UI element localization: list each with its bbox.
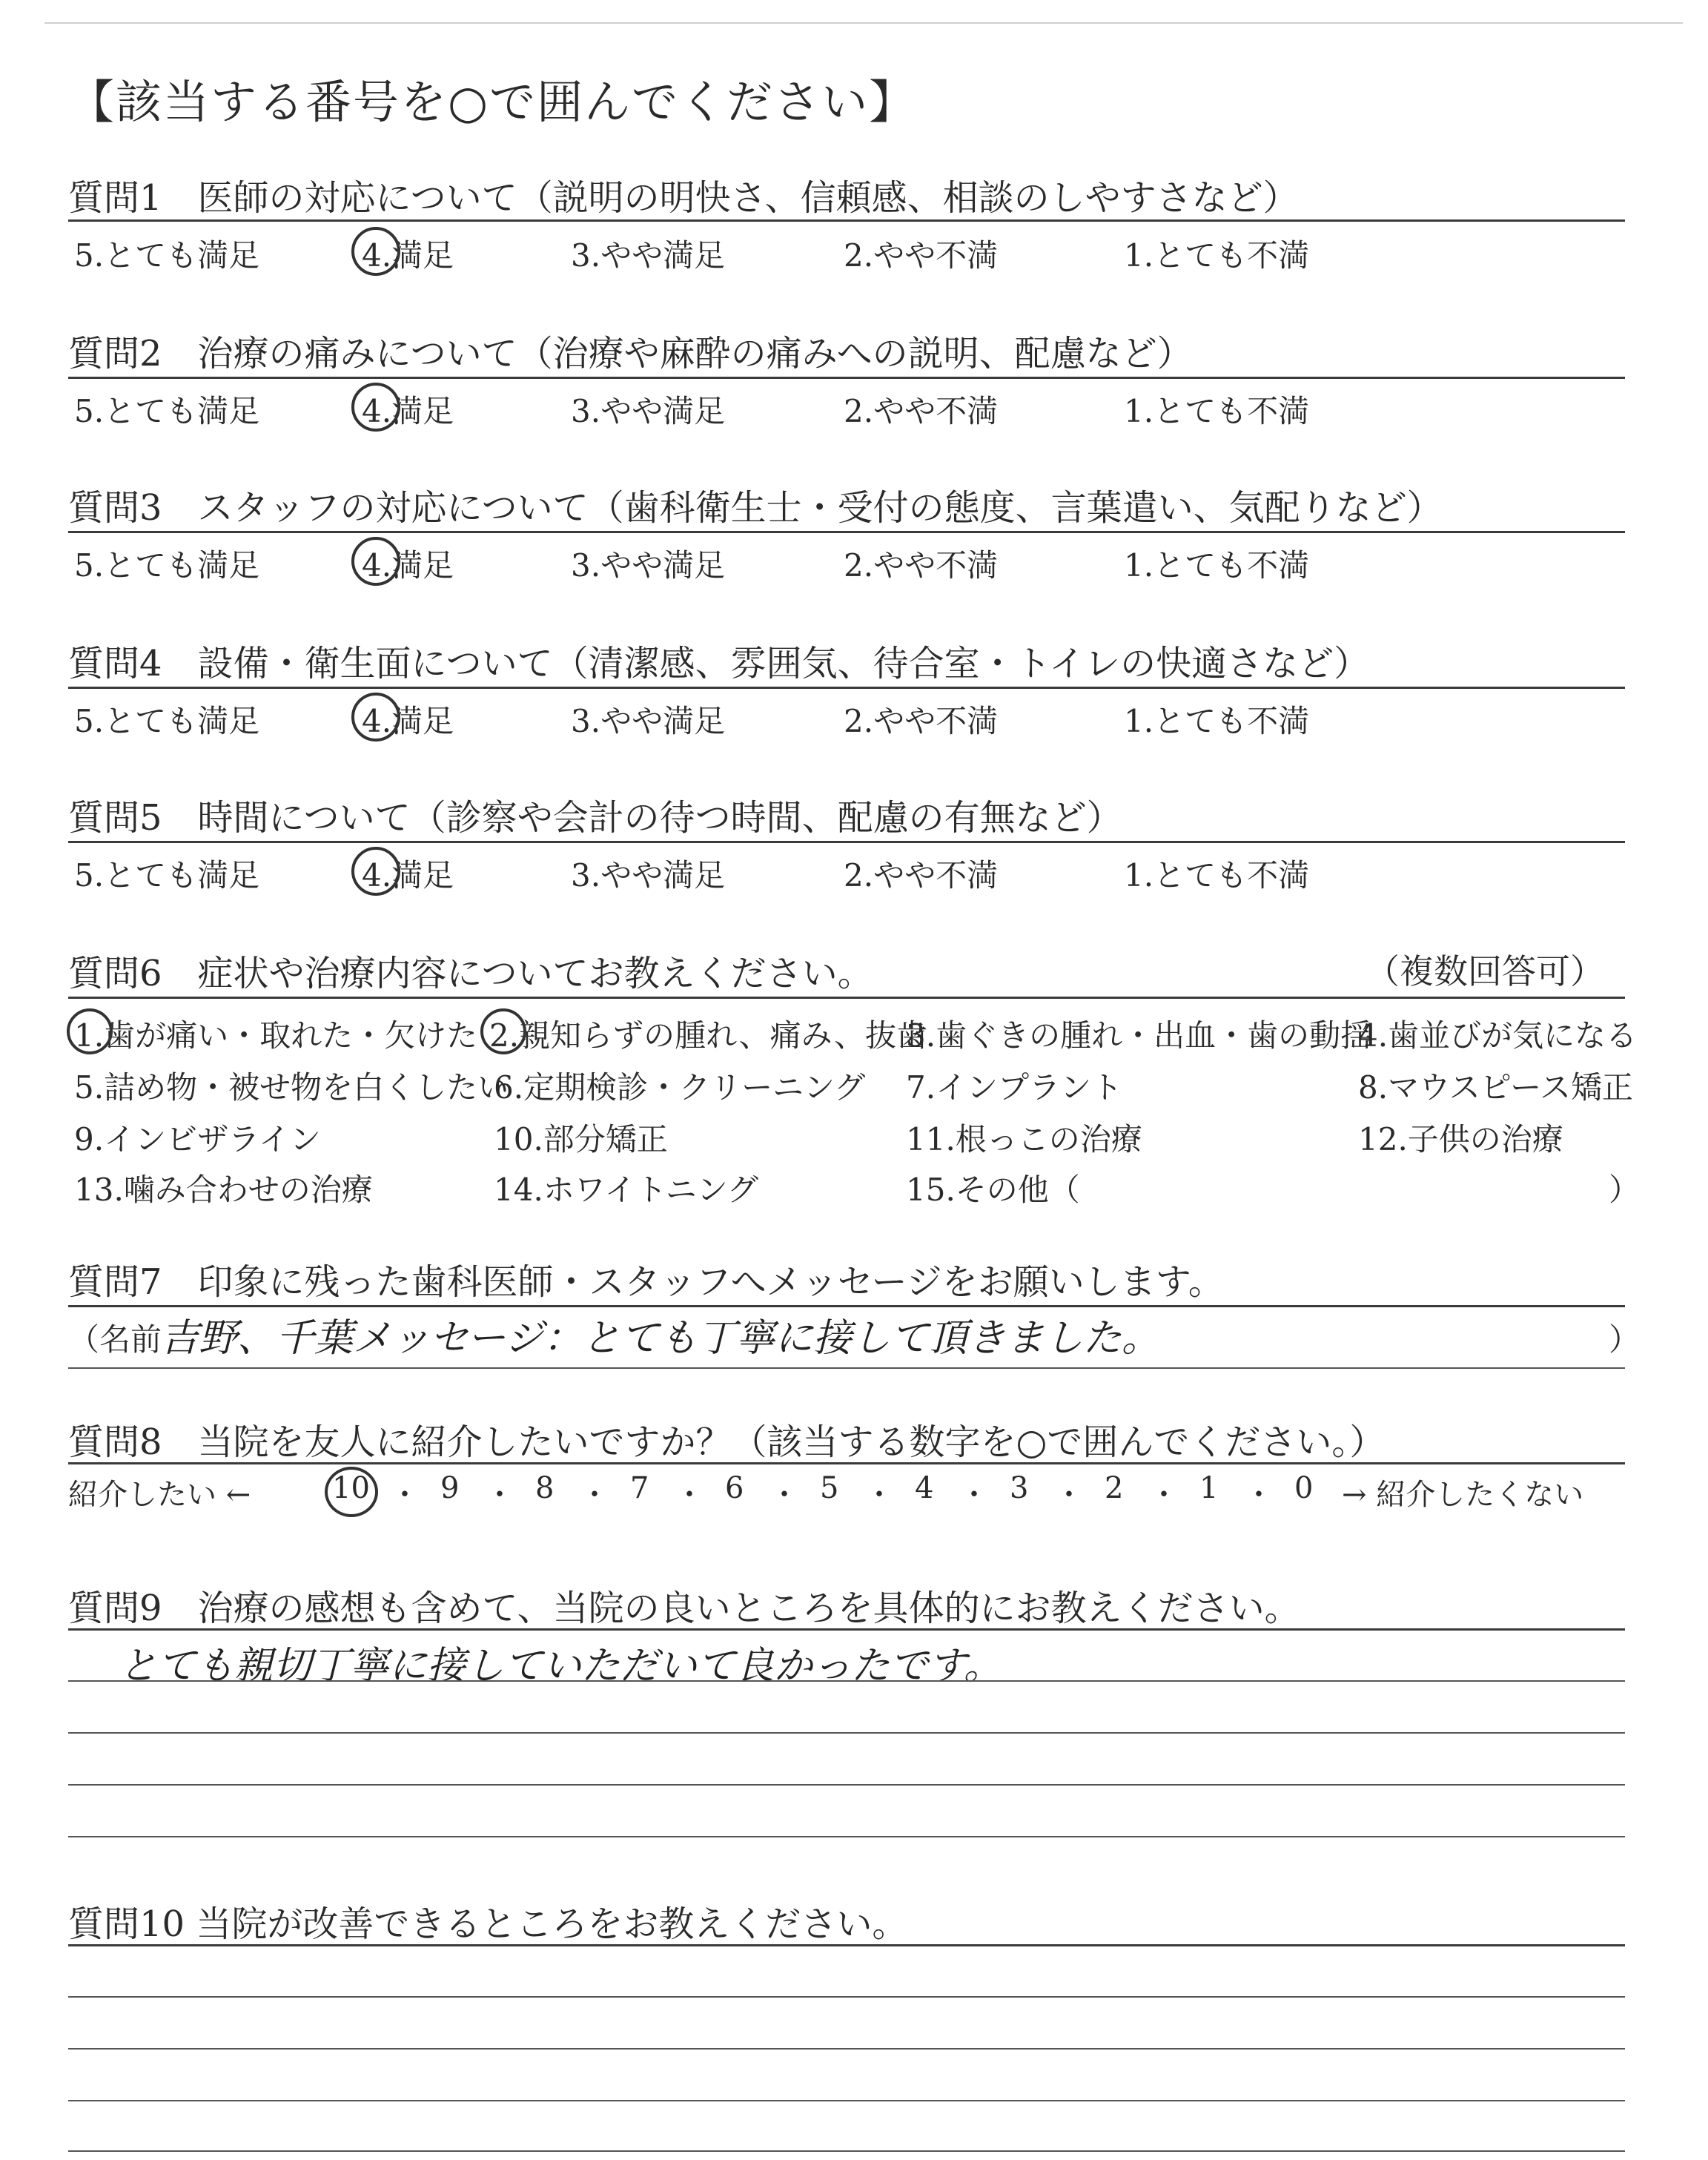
q6-opt-15[interactable]: 15.その他（ [906,1172,1080,1208]
q5-opt-3[interactable]: 3.やや満足 [571,857,726,894]
q4-opt-1[interactable]: 1.とても不満 [1124,703,1310,739]
q1-opt-2[interactable]: 2.やや不満 [844,237,999,274]
q8-dot: ・ [390,1478,420,1512]
q6-opt-2[interactable]: 2.親知らずの腫れ、痛み、抜歯 [489,1017,928,1054]
q2-selection-circle [351,383,400,432]
q3-opt-4[interactable]: 4.満足 [362,547,454,584]
q3-opt-1[interactable]: 1.とても不満 [1124,547,1310,584]
q8-dot: ・ [1054,1478,1084,1512]
q7-title: 質問7 印象に残った歯科医師・スタッフへメッセージをお願いします。 [68,1261,1224,1303]
q8-scale-6[interactable]: 6 [725,1471,744,1505]
q6-opt-14[interactable]: 14.ホワイトニング [494,1172,759,1208]
top-border [44,22,1683,24]
q9-title: 質問9 治療の感想も含めて、当院の良いところを具体的にお教えください。 [68,1588,1300,1629]
q3-rule [68,531,1625,533]
q5-rule [68,841,1625,843]
page-heading: 【該当する番号を○で囲んでください】 [68,75,917,129]
q3-opt-2[interactable]: 2.やや不満 [844,547,999,584]
q8-dot: ・ [959,1478,989,1512]
q4-opt-2[interactable]: 2.やや不満 [844,703,999,739]
q8-scale-4[interactable]: 4 [915,1471,934,1505]
q7-close-paren: ） [1609,1321,1641,1358]
q1-rule [68,219,1625,222]
q7-handwritten-message[interactable]: 吉野、千葉メッセージ：とても丁寧に接して頂きました。 [160,1316,1160,1361]
q4-opt-5[interactable]: 5.とても満足 [74,703,260,739]
q3-opt-5[interactable]: 5.とても満足 [74,547,260,584]
q8-scale-0[interactable]: 0 [1294,1471,1314,1505]
q6-opt-11[interactable]: 11.根っこの治療 [906,1121,1142,1157]
q5-opt-1[interactable]: 1.とても不満 [1124,857,1310,894]
q2-opt-4[interactable]: 4.満足 [362,393,454,429]
q6-opt-9[interactable]: 9.インビザライン [74,1121,321,1157]
q9-handwritten-answer[interactable]: とても親切丁寧に接していただいて良かったです。 [119,1644,1002,1688]
q4-opt-4[interactable]: 4.満足 [362,703,454,739]
q10-line [68,2100,1625,2101]
q8-scale-3[interactable]: 3 [1010,1471,1029,1505]
q6-selection-circle-1 [67,1008,113,1054]
q5-opt-2[interactable]: 2.やや不満 [844,857,999,894]
q6-opt-4[interactable]: 4.歯並びが気になる [1358,1017,1638,1054]
q4-rule [68,687,1625,689]
q6-opt-3[interactable]: 3.歯ぐきの腫れ・出血・歯の動揺 [906,1017,1372,1054]
q8-scale-1[interactable]: 1 [1199,1471,1219,1505]
q5-opt-4[interactable]: 4.満足 [362,857,454,894]
q8-scale-7[interactable]: 7 [630,1471,649,1505]
q1-selection-circle [351,227,400,276]
q9-rule [68,1628,1625,1631]
q6-opt-10[interactable]: 10.部分矯正 [494,1121,668,1157]
q6-title: 質問6 症状や治療内容についてお教えください。 [68,953,873,994]
q2-opt-2[interactable]: 2.やや不満 [844,393,999,429]
q4-selection-circle [351,693,400,742]
q2-rule [68,377,1625,379]
q5-title: 質問5 時間について（診察や会計の待つ時間、配慮の有無など） [68,797,1122,839]
q6-opt-5[interactable]: 5.詰め物・被せ物を白くしたい [74,1069,509,1106]
q1-title: 質問1 医師の対応について（説明の明快さ、信頼感、相談のしやすさなど） [68,177,1299,219]
q4-title: 質問4 設備・衛生面について（清潔感、雰囲気、待合室・トイレの快適さなど） [68,643,1370,684]
q8-scale-2[interactable]: 2 [1105,1471,1124,1505]
q10-line [68,2048,1625,2050]
q10-line [68,1996,1625,1998]
q6-opt-7[interactable]: 7.インプラント [906,1069,1123,1106]
q6-opt-8[interactable]: 8.マウスピース矯正 [1358,1069,1634,1106]
q8-dot: ・ [1149,1478,1179,1512]
q8-scale-10[interactable]: 10 [332,1471,370,1505]
q3-title: 質問3 スタッフの対応について（歯科衛生士・受付の態度、言葉遣い、気配りなど） [68,487,1443,529]
q1-opt-5[interactable]: 5.とても満足 [74,237,260,274]
q8-dot: ・ [769,1478,799,1512]
q6-rule [68,997,1625,999]
q3-opt-3[interactable]: 3.やや満足 [571,547,726,584]
q10-line [68,2150,1625,2152]
q8-title: 質問8 当院を友人に紹介したいですか？（該当する数字を○で囲んでください。） [68,1421,1386,1463]
q1-opt-4[interactable]: 4.満足 [362,237,454,274]
q8-dot: ・ [864,1478,894,1512]
q5-opt-5[interactable]: 5.とても満足 [74,857,260,894]
q6-opt-1[interactable]: 1.歯が痛い・取れた・欠けた [74,1017,478,1054]
q9-line [68,1680,1625,1682]
q7-underline [68,1367,1625,1369]
q9-line [68,1836,1625,1837]
q8-rule [68,1462,1625,1464]
q2-opt-5[interactable]: 5.とても満足 [74,393,260,429]
q8-dot: ・ [485,1478,514,1512]
q6-opt-15-close: ） [1609,1172,1641,1208]
q6-opt-12[interactable]: 12.子供の治療 [1358,1121,1563,1157]
q5-selection-circle [351,847,400,896]
q1-opt-1[interactable]: 1.とても不満 [1124,237,1310,274]
q6-opt-13[interactable]: 13.噛み合わせの治療 [74,1172,373,1208]
q8-dot: ・ [580,1478,609,1512]
q2-title: 質問2 治療の痛みについて（治療や麻酔の痛みへの説明、配慮など） [68,333,1193,374]
q9-line [68,1732,1625,1734]
q8-scale-8[interactable]: 8 [535,1471,555,1505]
q10-title: 質問10 当院が改善できるところをお教えください。 [68,1903,908,1945]
q8-dot: ・ [675,1478,704,1512]
q2-opt-1[interactable]: 1.とても不満 [1124,393,1310,429]
q3-selection-circle [351,537,400,586]
q10-rule [68,1944,1625,1946]
q8-dot: ・ [1244,1478,1274,1512]
q8-right-label: → 紹介したくない [1342,1478,1584,1512]
q6-selection-circle-2 [480,1008,526,1054]
q8-selection-circle [325,1467,378,1517]
q8-left-label: 紹介したい ← [68,1478,251,1512]
q6-multiple-note: （複数回答可） [1366,951,1604,991]
q8-scale-9[interactable]: 9 [440,1471,460,1505]
q2-opt-3[interactable]: 3.やや満足 [571,393,726,429]
q1-opt-3[interactable]: 3.やや満足 [571,237,726,274]
q4-opt-3[interactable]: 3.やや満足 [571,703,726,739]
q8-scale-5[interactable]: 5 [820,1471,839,1505]
q9-line [68,1784,1625,1786]
q6-opt-6[interactable]: 6.定期検診・クリーニング [494,1069,866,1106]
q7-name-label: （名前 [68,1321,162,1358]
